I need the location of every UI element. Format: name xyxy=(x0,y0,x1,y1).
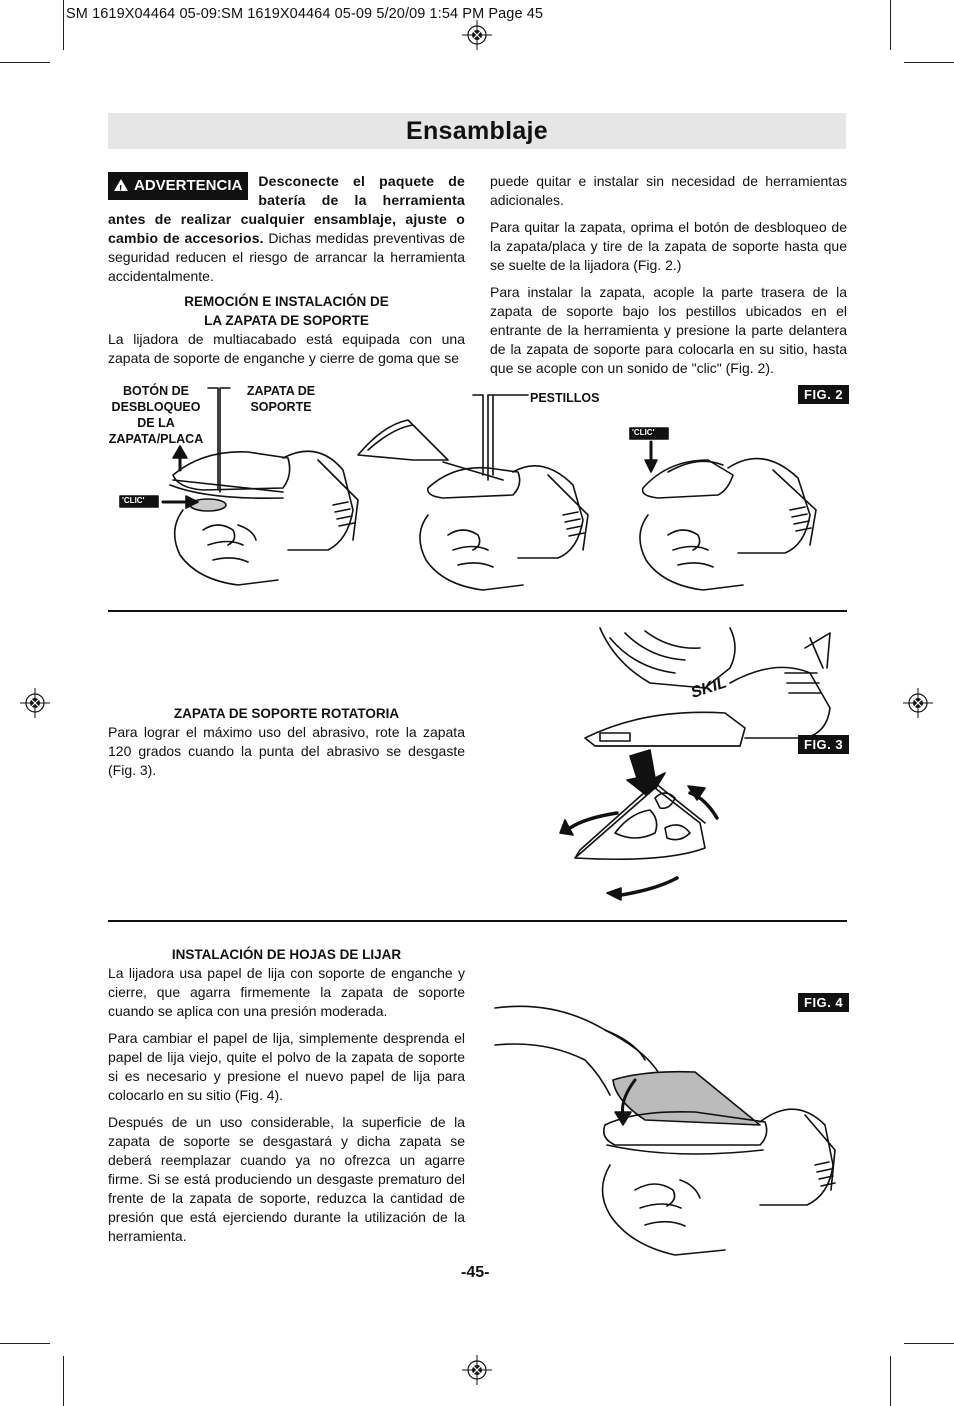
fig2-clic-label-1: 'CLIC' xyxy=(122,496,145,505)
section1-para3: Para instalar la zapata, acople la parte trasera de la zapata de soporte bajo los pestillos ubicados en el entrante de la herramienta y presione la parte delantera de la zapata de soporte para colocarla en su sitio, hasta que se acople con un sonido de "clic" (Fig. 2). xyxy=(490,284,847,376)
fig3-illustration xyxy=(555,628,845,903)
section3-para3: Después de un uso considerable, la superficie de la zapata de soporte se desgastará y dicha zapata se deberá reemplazar cuando ya no ofrezca un agarre firme. Si se está produciendo un desgaste prematuro del frente de la zapata de soporte, reduzca la cantidad de presión que está ejerciendo durante la utilización de la herramienta. xyxy=(108,1114,465,1244)
warning-block xyxy=(108,172,465,286)
registration-mark-bottom xyxy=(462,1355,492,1385)
section-title-bar xyxy=(108,113,846,149)
warning-bold-text: Desconecte el paquete de batería de la herramienta antes de realizar cualquier ensamblaje, ajuste o cambio de accesorios. xyxy=(108,173,465,246)
section3-heading: INSTALACIÓN DE HOJAS DE LIJAR xyxy=(171,947,402,962)
section3-text xyxy=(108,945,465,1254)
fig2-label-latches: PESTILLOS xyxy=(530,391,600,405)
section1-para1: La lijadora de multiacabado está equipada con una zapata de soporte de enganche y cierre de goma que se xyxy=(108,331,465,366)
registration-mark-left xyxy=(20,688,50,718)
registration-mark-right xyxy=(903,688,933,718)
fig2-label-backing-pad: ZAPATA DE SOPORTE xyxy=(246,384,316,414)
section-divider-2 xyxy=(108,920,847,922)
fig2-label-release-button: BOTÓN DE DESBLOQUEO DE LA ZAPATA/PLACA xyxy=(108,384,204,446)
fig4-tag: FIG. 4 xyxy=(798,993,849,1012)
warning-badge xyxy=(108,172,248,200)
page-number: -45- xyxy=(461,1264,490,1281)
section1-heading-line2: LA ZAPATA DE SOPORTE xyxy=(204,313,369,328)
fig4-illustration xyxy=(495,1000,840,1262)
fig2-clic-label-2: 'CLIC' xyxy=(632,428,655,437)
section1-para2: Para quitar la zapata, oprima el botón de desbloqueo de la zapata/placa y tire de la zapata de soporte hasta que se suelte de la lijadora (Fig. 2.) xyxy=(490,219,847,273)
fig2-tag: FIG. 2 xyxy=(798,385,849,404)
section1-left xyxy=(108,292,465,376)
section3-para2: Para cambiar el papel de lija, simplemente desprenda el papel de lija viejo, quite el polvo de la zapata de soporte si es necesario y presione el nuevo papel de lija para colocarlo en su sitio (Fig. 4). xyxy=(108,1030,465,1103)
section1-right xyxy=(490,172,847,386)
section2-heading: ZAPATA DE SOPORTE ROTATORIA xyxy=(173,706,400,721)
section1-para1-cont: puede quitar e instalar sin necesidad de herramientas adicionales. xyxy=(490,173,847,208)
registration-mark-top xyxy=(462,20,492,50)
section3-para1: La lijadora usa papel de lija con soporte de enganche y cierre, que agarra firmemente la zapata de soporte cuando se aplica con una presión moderada. xyxy=(108,965,465,1019)
warning-label: ADVERTENCIA xyxy=(134,177,243,194)
fig2-illustration xyxy=(108,380,848,595)
warning-normal-text: Dichas medidas preventivas de seguridad reducen el riesgo de arrancar la herramienta accidentalmente. xyxy=(108,230,465,284)
section2-para: Para lograr el máximo uso del abrasivo, rote la zapata 120 grados cuando la punta del abrasivo se desgaste (Fig. 3). xyxy=(108,724,465,778)
fig3-tag: FIG. 3 xyxy=(798,735,849,754)
fig3-brand-logo: SKIL xyxy=(688,674,729,702)
section-divider-1 xyxy=(108,610,847,612)
print-job-header: SM 1619X04464 05-09:SM 1619X04464 05-09 5/20/09 1:54 PM Page 45 xyxy=(66,6,544,22)
warning-icon: ! xyxy=(114,179,128,191)
section2-text xyxy=(108,704,465,788)
section1-heading-line1: REMOCIÓN E INSTALACIÓN DE xyxy=(184,294,389,309)
page-title: Ensamblaje xyxy=(406,117,548,145)
